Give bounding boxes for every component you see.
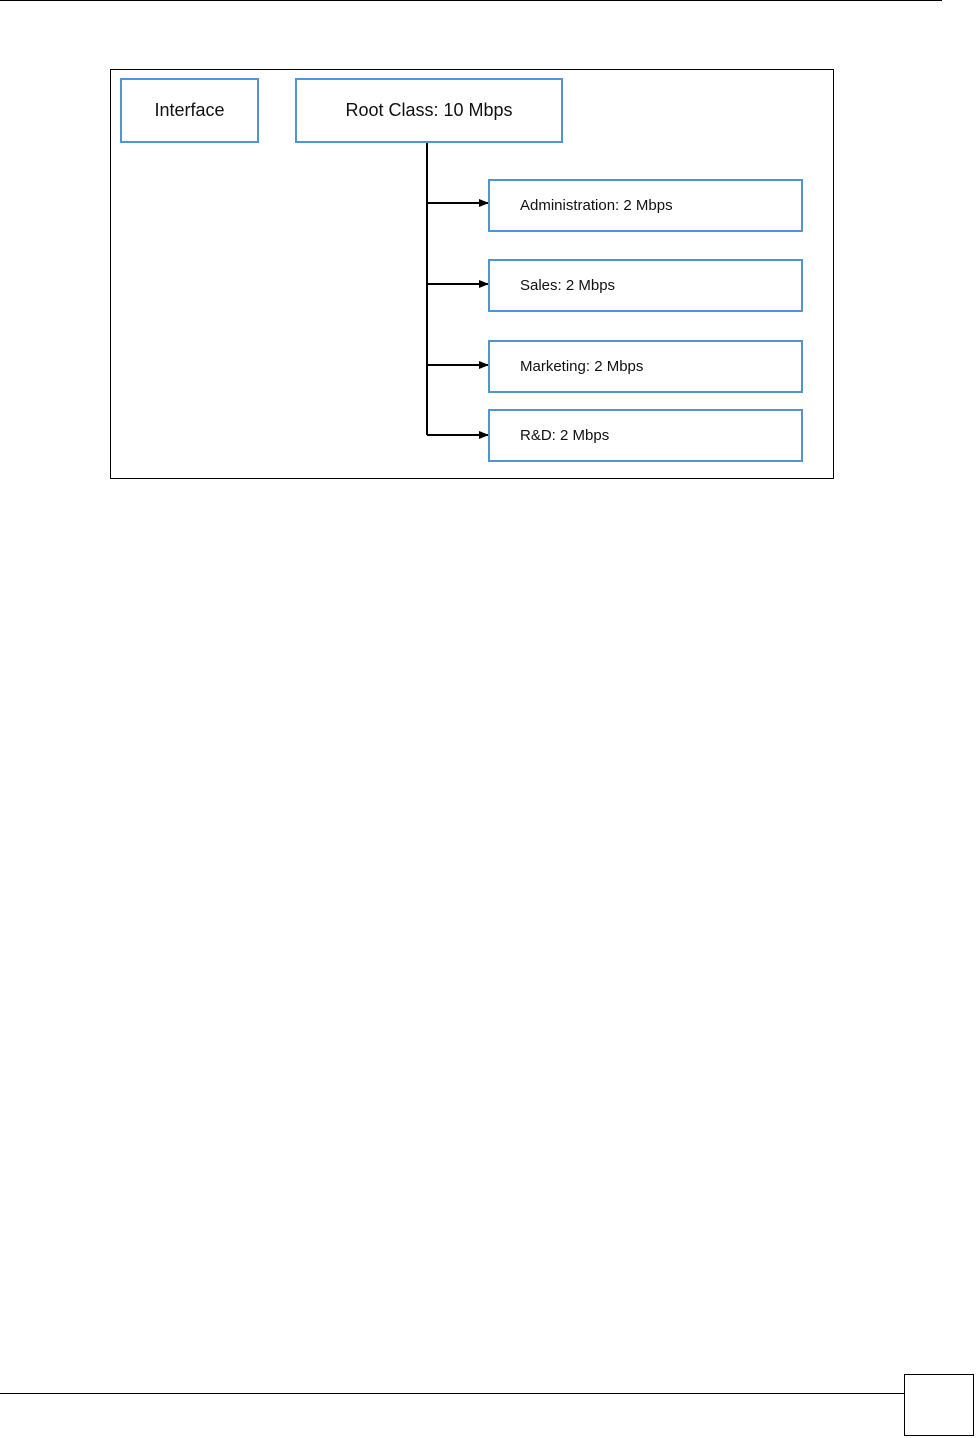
footer-rule [0, 1393, 905, 1394]
class-node-marketing [488, 340, 803, 393]
header-rule [0, 0, 942, 1]
class-label: Administration: 2 Mbps [520, 197, 673, 214]
page-number-box [904, 1374, 974, 1436]
root-class-label: Root Class: 10 Mbps [345, 100, 513, 120]
interface-label: Interface [154, 100, 225, 120]
class-label: R&D: 2 Mbps [520, 427, 610, 444]
class-label: Marketing: 2 Mbps [520, 358, 644, 375]
bandwidth-class-diagram [110, 69, 834, 479]
class-node-sales [488, 259, 803, 312]
class-node-administration [488, 179, 803, 232]
class-node-rnd [488, 409, 803, 462]
class-label: Sales: 2 Mbps [520, 277, 616, 294]
